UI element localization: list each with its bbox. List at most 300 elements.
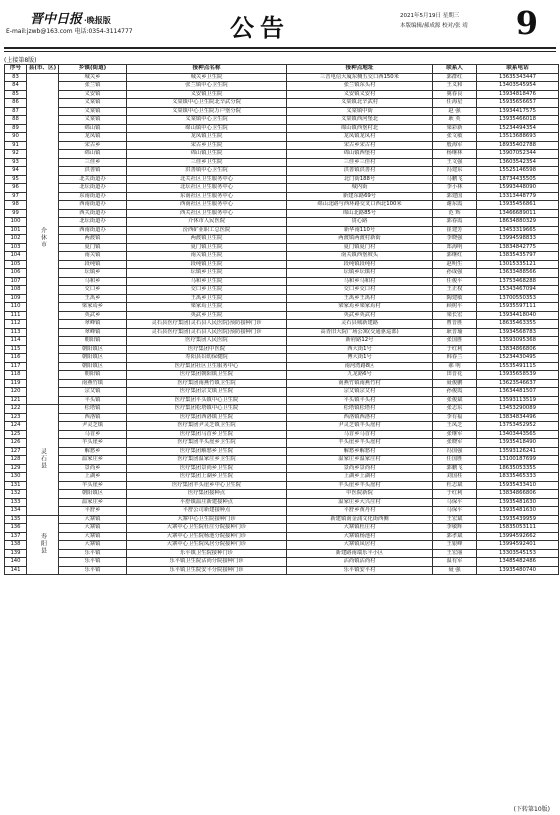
contact-person: 王文强 — [433, 158, 477, 167]
site-address: 景尚乡景尚村 — [287, 464, 433, 473]
contact-phone: 13834866806 — [477, 345, 559, 354]
contact-person: 赵 强 — [433, 107, 477, 116]
contact-person: 孙俊霞 — [433, 388, 477, 397]
row-number: 130 — [5, 473, 27, 482]
contact-person: 郝 明 — [433, 362, 477, 371]
table-row — [5, 201, 559, 210]
site-name: 医疗集团羊头崖乡中心卫生院 — [127, 481, 287, 490]
site-name: 乐平镇卫生院安平分院接种门诊 — [127, 566, 287, 575]
site-name: 大寨中心卫生院凤居分院接种门诊 — [127, 541, 287, 550]
continued-to: (下转第10版) — [513, 806, 550, 813]
site-name: 义棠镇中心卫生院北辛武分院 — [127, 99, 287, 108]
contact-person: 谢东霞 — [433, 201, 477, 210]
table-header-row — [5, 65, 559, 74]
contact-person: 于红利 — [433, 490, 477, 499]
township: 大寨镇 — [59, 515, 127, 524]
township: 大寨镇 — [59, 524, 127, 533]
contact-phone: 18335465333 — [477, 473, 559, 482]
table-row — [5, 405, 559, 414]
site-name: 汾西矿业职工总医院 — [127, 226, 287, 235]
county-name: 寿阳县 — [39, 532, 47, 554]
contact-person: 于红利 — [433, 345, 477, 354]
contact-phone: 13934568783 — [477, 328, 559, 337]
row-number: 92 — [5, 150, 27, 159]
site-name: 义棠镇中心卫生院 — [127, 116, 287, 125]
contact-phone: 13633488566 — [477, 269, 559, 278]
table-row — [5, 252, 559, 261]
site-address: 三晋电信大厦东侧五交口西150米 — [287, 73, 433, 82]
contact-phone: 13835435797 — [477, 252, 559, 261]
table-row — [5, 184, 559, 193]
table-row — [5, 90, 559, 99]
contact-person: 郭建国 — [433, 192, 477, 201]
contact-person: 郭春霞 — [433, 218, 477, 227]
township: 三佳乡 — [59, 158, 127, 167]
site-address: 义安镇义安村 — [287, 90, 433, 99]
site-name: 城关乡卫生院 — [127, 73, 287, 82]
row-number: 126 — [5, 439, 27, 448]
contact-person: 王凤芝 — [433, 422, 477, 431]
site-name: 平舒公司新建接种点 — [127, 507, 287, 516]
row-number: 123 — [5, 413, 27, 422]
row-number: 107 — [5, 277, 27, 286]
contact-phone: 15993448090 — [477, 184, 559, 193]
table-row — [5, 439, 559, 448]
row-number: 106 — [5, 269, 27, 278]
table-row — [5, 541, 559, 550]
row-number: 115 — [5, 345, 27, 354]
site-name: 南关镇卫生院 — [127, 252, 287, 261]
contact-person: 孙成强 — [433, 269, 477, 278]
site-name: 医疗集团朝阳镇卫生院 — [127, 371, 287, 380]
table-row — [5, 558, 559, 567]
contact-person: 崔建芳 — [433, 226, 477, 235]
row-number: 112 — [5, 320, 27, 329]
site-name: 大寨中心卫生院杨池分院接种门诊 — [127, 532, 287, 541]
table-row — [5, 116, 559, 125]
table-row — [5, 124, 559, 133]
table-row — [5, 362, 559, 371]
site-address: 马和乡马和村 — [287, 277, 433, 286]
township: 义安镇 — [59, 90, 127, 99]
row-number: 119 — [5, 379, 27, 388]
row-number: 88 — [5, 116, 27, 125]
contact-person: 郭群红 — [433, 73, 477, 82]
row-number: 133 — [5, 498, 27, 507]
table-row — [5, 396, 559, 405]
site-address: 大寨镇杜庄村 — [287, 524, 433, 533]
contact-person: 王宏斌 — [433, 515, 477, 524]
contact-phone: 13935480740 — [477, 566, 559, 575]
township: 段纯镇 — [59, 260, 127, 269]
site-name: 灵石县医疗集团(灵石县人民医院)预防接种门诊 — [127, 320, 287, 329]
site-address: 九龙路6号 — [287, 371, 433, 380]
table-row — [5, 269, 559, 278]
site-address: 平舒乡黄丹村 — [287, 507, 433, 516]
contact-phone: 13994592662 — [477, 532, 559, 541]
table-row — [5, 209, 559, 218]
masthead — [0, 0, 560, 60]
contact-phone: 15835053111 — [477, 524, 559, 533]
township: 张兰镇 — [59, 82, 127, 91]
site-address: 中医院新院 — [287, 490, 433, 499]
site-name: 医疗集团马首乡卫生院 — [127, 430, 287, 439]
newspaper-logo — [30, 8, 111, 27]
table-row — [5, 447, 559, 456]
contact-person: 郭鹏飞 — [433, 464, 477, 473]
township: 羊头崖乡 — [59, 481, 127, 490]
site-name: 灵石县医疗集团(灵石县人民医院)预防接种门诊 — [127, 328, 287, 337]
contact-phone: 18734435505 — [477, 175, 559, 184]
site-address: 乐平镇安平村 — [287, 566, 433, 575]
township: 英武乡 — [59, 311, 127, 320]
column-header: 接种点地址 — [287, 65, 433, 74]
contact-person: 王宏丽 — [433, 549, 477, 558]
contact-person: 陶建敏 — [433, 294, 477, 303]
site-name: 北坛社区卫生服务中心 — [127, 184, 287, 193]
table-row — [5, 473, 559, 482]
row-number: 110 — [5, 303, 27, 312]
site-address: 西大街1号 — [287, 345, 433, 354]
contact-phone: 18635463355 — [477, 320, 559, 329]
township: 乐平镇 — [59, 549, 127, 558]
site-address: 博大街1号 — [287, 354, 433, 363]
site-address: 新建东路69号 — [287, 192, 433, 201]
table-row — [5, 524, 559, 533]
table-row — [5, 82, 559, 91]
township: 西洛镇 — [59, 413, 127, 422]
township: 上湖乡 — [59, 473, 127, 482]
site-address: 上湖乡上湖村 — [287, 473, 433, 482]
table-row — [5, 235, 559, 244]
header-rule — [4, 47, 556, 49]
site-address: 新华南110号 — [287, 226, 433, 235]
row-number: 99 — [5, 209, 27, 218]
table-row — [5, 175, 559, 184]
site-address: 绵山北路85号 — [287, 209, 433, 218]
contact-phone: 13834866806 — [477, 490, 559, 499]
table-row — [5, 481, 559, 490]
contact-person: 耿晋瑜 — [433, 328, 477, 337]
township: 西南街道办 — [59, 201, 127, 210]
site-name: 英武乡卫生院 — [127, 311, 287, 320]
township: 义棠镇 — [59, 116, 127, 125]
table-row — [5, 532, 559, 541]
contact-phone: 13934818476 — [477, 90, 559, 99]
table-row — [5, 371, 559, 380]
contact-phone: 18935402788 — [477, 141, 559, 150]
row-number: 118 — [5, 371, 27, 380]
row-number: 104 — [5, 252, 27, 261]
table-row — [5, 286, 559, 295]
contact-person: 梁彩新 — [433, 124, 477, 133]
township: 朝阳镇 — [59, 337, 127, 346]
contact-phone: 13907052344 — [477, 150, 559, 159]
township: 西南街道办 — [59, 226, 127, 235]
row-number: 120 — [5, 388, 27, 397]
table-row — [5, 141, 559, 150]
contact-phone: 15525146598 — [477, 167, 559, 176]
row-number: 129 — [5, 464, 27, 473]
contact-person: 冯国强 — [433, 447, 477, 456]
contact-person: 马鹏飞 — [433, 175, 477, 184]
site-name: 宋古乡卫生院 — [127, 141, 287, 150]
site-name: 段纯镇卫生院 — [127, 260, 287, 269]
township: 解愁乡 — [59, 447, 127, 456]
site-name: 平舒镇温庄新建接种点 — [127, 498, 287, 507]
site-name: 夏门镇卫生院 — [127, 243, 287, 252]
contact-phone: 13994598833 — [477, 235, 559, 244]
contact-person: 范 辉 — [433, 209, 477, 218]
contact-line: E-mail:jzwb@163.com 电话:0354-3114777 — [6, 28, 133, 35]
column-header: 序号 — [5, 65, 27, 74]
publication-date: 2021年5月19日 星期三 — [400, 13, 460, 19]
township: 坛镇乡 — [59, 269, 127, 278]
site-address: 南燕竹镇南燕竹村 — [287, 379, 433, 388]
table-row — [5, 73, 559, 82]
site-name: 交口乡卫生院 — [127, 286, 287, 295]
contact-phone: 13935418490 — [477, 439, 559, 448]
table-row — [5, 192, 559, 201]
row-number: 114 — [5, 337, 27, 346]
site-address: 温家庄乡温家庄村 — [287, 456, 433, 465]
township: 北坛街道办 — [59, 218, 127, 227]
contact-person: 李小林 — [433, 184, 477, 193]
contact-phone: 15935433410 — [477, 481, 559, 490]
publication-info — [400, 12, 468, 32]
site-address: 义棠镇西河堡北 — [287, 116, 433, 125]
contact-person: 马保平 — [433, 507, 477, 516]
table-row — [5, 133, 559, 142]
site-name: 医疗集团宗艾镇卫生院 — [127, 388, 287, 397]
township: 朝阳镇区 — [59, 354, 127, 363]
contact-phone: 13994592401 — [477, 541, 559, 550]
table-row — [5, 345, 559, 354]
site-address: 马首乡马首村 — [287, 430, 433, 439]
township: 北关街道办 — [59, 175, 127, 184]
contact-phone: 13100187699 — [477, 456, 559, 465]
township: 羊头崖乡 — [59, 439, 127, 448]
site-address: 温家庄乡大兴庄村 — [287, 498, 433, 507]
site-name: 绵山镇中心卫生院 — [127, 124, 287, 133]
logo-sub: ·晚报版 — [84, 15, 111, 25]
row-number: 96 — [5, 184, 27, 193]
table-row — [5, 456, 559, 465]
table-row — [5, 107, 559, 116]
continued-from: (上接第8版) — [4, 57, 37, 64]
row-number: 138 — [5, 541, 27, 550]
site-address: 三佳乡三佳村 — [287, 158, 433, 167]
table-row — [5, 167, 559, 176]
site-address: 交口乡交口村 — [287, 286, 433, 295]
contact-phone: 15935656657 — [477, 99, 559, 108]
contact-person: 韩春兰 — [433, 354, 477, 363]
table-row — [5, 498, 559, 507]
contact-person: 温有军 — [433, 558, 477, 567]
table-row — [5, 422, 559, 431]
site-name: 医疗集团上湖乡卫生院 — [127, 473, 287, 482]
contact-phone: 13834842775 — [477, 243, 559, 252]
site-address: 绵山北路与西环路交叉口西北100米 — [287, 201, 433, 210]
site-address: 南关镇西堡坡头 — [287, 252, 433, 261]
site-address: 灵石县城新建路 — [287, 320, 433, 329]
county-cell — [27, 515, 59, 575]
table-body — [5, 73, 559, 575]
contact-person: 刘国柱 — [433, 473, 477, 482]
site-name: 介休市人民医院 — [127, 218, 287, 227]
township: 南关镇 — [59, 252, 127, 261]
township: 景尚乡 — [59, 464, 127, 473]
township: 南燕竹镇 — [59, 379, 127, 388]
row-number: 103 — [5, 243, 27, 252]
contact-person: 殷海军 — [433, 141, 477, 150]
site-address: 龙凤镇龙凤村 — [287, 133, 433, 142]
contact-person: 王义和 — [433, 82, 477, 91]
township: 夏门镇 — [59, 243, 127, 252]
table-row — [5, 328, 559, 337]
contact-phone: 13485482486 — [477, 558, 559, 567]
contact-phone: 13603542354 — [477, 158, 559, 167]
site-address: 新建路南端乐平小区 — [287, 549, 433, 558]
contact-person: 聂 强 — [433, 566, 477, 575]
township: 翠峰镇 — [59, 320, 127, 329]
site-name: 乐平镇卫生院接种门诊 — [127, 549, 287, 558]
site-address: 解愁乡解愁村 — [287, 447, 433, 456]
contact-person: 任海星 — [433, 99, 477, 108]
row-number: 127 — [5, 447, 27, 456]
contact-phone: 15234430495 — [477, 354, 559, 363]
contact-person: 马保平 — [433, 498, 477, 507]
township: 乐平镇 — [59, 566, 127, 575]
column-header: 乡镇(街道) — [59, 65, 127, 74]
county-cell — [27, 73, 59, 405]
site-name: 马和乡卫生院 — [127, 277, 287, 286]
row-number: 93 — [5, 158, 27, 167]
contact-person: 曹晋胜 — [433, 320, 477, 329]
table-row — [5, 320, 559, 329]
header-rule-thin — [4, 51, 556, 52]
contact-phone: 13700550353 — [477, 294, 559, 303]
contact-phone: 13935456861 — [477, 201, 559, 210]
row-number: 109 — [5, 294, 27, 303]
site-name: 医疗集团南燕竹镇卫生院 — [127, 379, 287, 388]
table-row — [5, 430, 559, 439]
site-address: 沾尚镇沾尚村 — [287, 558, 433, 567]
table-row — [5, 303, 559, 312]
township: 温家庄乡 — [59, 498, 127, 507]
township: 马首乡 — [59, 430, 127, 439]
site-name: 西南社区卫生服务中心 — [127, 201, 287, 210]
table-row — [5, 566, 559, 575]
site-name: 西关社区卫生服务中心 — [127, 209, 287, 218]
page-title: 公告 — [230, 13, 290, 42]
site-name: 医疗集团社区卫生服务中心 — [127, 362, 287, 371]
row-number: 100 — [5, 218, 27, 227]
row-number: 136 — [5, 524, 27, 533]
site-name: 医疗集团人民医院 — [127, 337, 287, 346]
township: 朝阳镇区 — [59, 345, 127, 354]
contact-phone: 13593126241 — [477, 447, 559, 456]
row-number: 139 — [5, 549, 27, 558]
township: 交口乡 — [59, 286, 127, 295]
row-number: 86 — [5, 99, 27, 108]
site-name: 东南社区卫生服务中心 — [127, 192, 287, 201]
row-number: 91 — [5, 141, 27, 150]
row-number: 84 — [5, 82, 27, 91]
township: 乐平镇 — [59, 558, 127, 567]
row-number: 131 — [5, 481, 27, 490]
site-address: 南河湾路8区 — [287, 362, 433, 371]
site-name: 医疗集团景尚乡卫生院 — [127, 464, 287, 473]
site-address: 高青旧大院广场公寓(交通驱巡部) — [287, 328, 433, 337]
site-name: 医疗集团解愁乡卫生院 — [127, 447, 287, 456]
contact-phone: 15935597111 — [477, 303, 559, 312]
township: 朝阳镇 — [59, 371, 127, 380]
table-row — [5, 226, 559, 235]
site-address: 平头镇平头村 — [287, 396, 433, 405]
site-address: 西洛镇西洛村 — [287, 413, 433, 422]
contact-person: 郭孝斌 — [433, 532, 477, 541]
row-number: 124 — [5, 422, 27, 431]
township: 北坛街道办 — [59, 184, 127, 193]
site-address: 宗艾镇宗艾村 — [287, 388, 433, 397]
site-address: 北门街188号 — [287, 175, 433, 184]
township: 宗艾镇 — [59, 388, 127, 397]
table-row — [5, 549, 559, 558]
contact-person: 赵明生 — [433, 260, 477, 269]
contact-phone: 13593095368 — [477, 337, 559, 346]
contact-phone: 13623546637 — [477, 379, 559, 388]
site-name: 乐平镇卫生院沾尚分院接种门诊 — [127, 558, 287, 567]
table-row — [5, 354, 559, 363]
row-number: 122 — [5, 405, 27, 414]
row-number: 135 — [5, 515, 27, 524]
township: 王禹乡 — [59, 294, 127, 303]
site-address: 坛镇乡坛镇村 — [287, 269, 433, 278]
row-number: 128 — [5, 456, 27, 465]
site-name: 医疗集团羊头崖乡卫生院 — [127, 439, 287, 448]
site-name: 两渡镇卫生院 — [127, 235, 287, 244]
page-number: 9 — [515, 4, 538, 42]
township: 翠峰镇 — [59, 328, 127, 337]
township: 松塔镇 — [59, 405, 127, 414]
site-address: 两渡镇两渡村新街 — [287, 235, 433, 244]
contact-phone: 13935481630 — [477, 498, 559, 507]
site-address: 张兰镇东头村 — [287, 82, 433, 91]
site-name: 洪善镇中心卫生院 — [127, 167, 287, 176]
contact-phone: 13634481507 — [477, 388, 559, 397]
township: 绵山镇 — [59, 124, 127, 133]
site-name: 张兰镇中心卫生院 — [127, 82, 287, 91]
site-name: 医疗集团温家庄乡卫生院 — [127, 456, 287, 465]
vaccination-sites-table — [4, 64, 559, 575]
township: 大寨镇 — [59, 541, 127, 550]
contact-phone: 13934417575 — [477, 107, 559, 116]
site-address: 义棠镇北辛武村 — [287, 99, 433, 108]
site-name: 绵山镇卫生院 — [127, 150, 287, 159]
site-name: 寿阳县妇幼保健院 — [127, 354, 287, 363]
township: 义棠镇 — [59, 99, 127, 108]
site-address: 新建镇南金浦文化街西侧 — [287, 515, 433, 524]
site-name: 大寨中心卫生院接种门诊 — [127, 515, 287, 524]
contact-person: 张继军 — [433, 430, 477, 439]
township: 洪善镇 — [59, 167, 127, 176]
contact-phone: 13935466018 — [477, 116, 559, 125]
table-row — [5, 515, 559, 524]
contact-phone: 15343467094 — [477, 286, 559, 295]
table-row — [5, 337, 559, 346]
contact-person: 张文敏 — [433, 133, 477, 142]
